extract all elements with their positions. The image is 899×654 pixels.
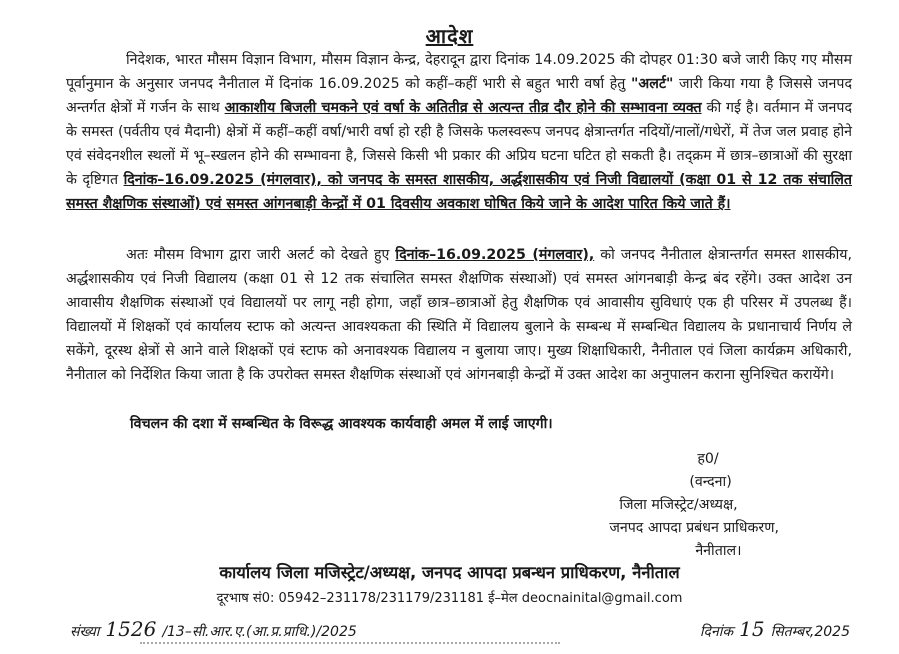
office-heading: कार्यालय जिला मजिस्ट्रेट/अध्यक्ष, जनपद आपदा प्रबन्धन प्राधिकरण, नैनीताल bbox=[219, 563, 680, 582]
signature-block bbox=[609, 448, 779, 563]
cropped-text-line bbox=[140, 642, 560, 654]
document-title: आदेश bbox=[425, 24, 474, 48]
contact-line: दूरभाष सं0: 05942–231178/231179/231181 ई–मेल deocnainital@gmail.com bbox=[216, 591, 683, 606]
signatory-name: (वन्दना) bbox=[689, 474, 732, 490]
signatory-authority: जनपद आपदा प्रबंधन प्राधिकरण, bbox=[609, 520, 779, 536]
order-paragraph-2: अतः मौसम विभाग द्वारा जारी अलर्ट को देखते हुए दिनांक–16.09.2025 (मंगलवार), को जनपद नैनीताल क्षेत्रान्तर्गत समस्त शासकीय, अर्द्धशासकीय एवं निजी विद्यालय (कक्षा 01 से 12 तक संचालित समस्त शैक्षणिक संस्थाओं) एवं समस्त आंगनबाड़ी केन्द्र बंद रहेंगे। उक्त आदेश उन आवासीय शैक्षणिक संस्थाओं एवं विद्यालयों पर लागू नही होगा, जहाँ छात्र–छात्राओं हेतु शैक्षणिक एवं आवासीय सुविधाएं एक ही परिसर में उपलब्ध हैं। विद्यालयों में शिक्षकों एवं कार्यालय स्टाफ को अत्यन्त आवश्यकता की स्थिति में विद्यालय बुलाने के सम्बन्ध में सम्बन्धित विद्यालय के प्रधानाचार्य निर्णय ले सकेंगे, दूरस्थ क्षेत्रों से आने वाले शिक्षकों एवं स्टाफ को अनावश्यक विद्यालय न बुलाया जाए। मुख्य शिक्षाधिकारी, नैनीताल एवं जिला कार्यक्रम अधिकारी, नैनीताल को निर्देशित किया जाता है कि उपरोक्त समस्त शैक्षणिक संस्थाओं एवं आंगनबाड़ी केन्द्रों में उक्त आदेश का अनुपालन कराना सुनिश्चित करायेंगे। bbox=[66, 247, 852, 383]
reference-number: संख्या 1526 /13–सी.आर.ए.(आ.प्र.प्राधि.)/2025 bbox=[70, 617, 357, 641]
signatory-location: नैनीताल। bbox=[695, 543, 742, 559]
signatory-designation: जिला मजिस्ट्रेट/अध्यक्ष, bbox=[619, 497, 738, 513]
alert-word: "अलर्ट" bbox=[630, 76, 674, 92]
holiday-date-text: दिनांक–16.09.2025 (मंगलवार), bbox=[395, 247, 595, 263]
holiday-declaration-text: दिनांक–16.09.2025 (मंगलवार), को जनपद के समस्त शासकीय, अर्द्धशासकीय एवं निजी विद्यालयों (कक्षा 01 से 12 तक संचालित समस्त शैक्षणिक संस्थाओं) एवं समस्त आंगनबाड़ी केन्द्रों में 01 दिवसीय अवकाश घोषित किये जाने के आदेश पारित किये जाते हैं। bbox=[66, 172, 852, 212]
handwritten-date: 15 bbox=[739, 617, 765, 641]
order-paragraph-1: निदेशक, भारत मौसम विज्ञान विभाग, मौसम विज्ञान केन्द्र, देहरादून द्वारा दिनांक 14.09.2025 की दोपहर 01:30 बजे जारी किए गए मौसम पूर्वानुमान के अनुसार जनपद नैनीताल में दिनांक 16.09.2025 को कहीं–कहीं भारी से बहुत भारी वर्षा हेतु "अलर्ट" जारी किया गया है जिससे जनपद अन्तर्गत क्षेत्रों में गर्जन के साथ आकाशीय बिजली चमकने एवं वर्षा के अतितीव्र से अत्यन्त तीव्र दौर होने की सम्भावना व्यक्त की गई है। वर्तमान में जनपद के समस्त (पर्वतीय एवं मैदानी) क्षेत्रों में कहीं–कहीं वर्षा/भारी वर्षा हो रही है जिसके फलस्वरूप जनपद क्षेत्रान्तर्गत नदियों/नालों/गधेरों, में तेज जल प्रवाह होने एवं संवेदनशील स्थलों में भू–स्खलन होने की सम्भावना है, जिससे किसी भी प्रकार की अप्रिय घटना घटित हो सकती है। तद्क्रम में छात्र–छात्राओं की सुरक्षा के दृष्टिगत दिनांक–16.09.2025 (मंगलवार), को जनपद के समस्त शासकीय, अर्द्धशासकीय एवं निजी विद्यालयों (कक्षा 01 से 12 तक संचालित समस्त शैक्षणिक संस्थाओं) एवं समस्त आंगनबाड़ी केन्द्रों में 01 दिवसीय अवकाश घोषित किये जाने के आदेश पारित किये जाते हैं। bbox=[66, 52, 852, 212]
order-paragraph-3: विचलन की दशा में सम्बन्धित के विरूद्ध आवश्यक कार्यवाही अमल में लाई जाएगी। bbox=[130, 416, 553, 432]
handwritten-number: 1526 bbox=[105, 617, 157, 641]
lightning-warning-text: आकाशीय बिजली चमकने एवं वर्षा के अतितीव्र से अत्यन्त तीव्र दौर होने की सम्भावना व्यक्त bbox=[224, 100, 702, 116]
reference-date: दिनांक 15 सितम्बर,2025 bbox=[699, 617, 850, 641]
signature-mark: ह0/ bbox=[697, 451, 719, 467]
